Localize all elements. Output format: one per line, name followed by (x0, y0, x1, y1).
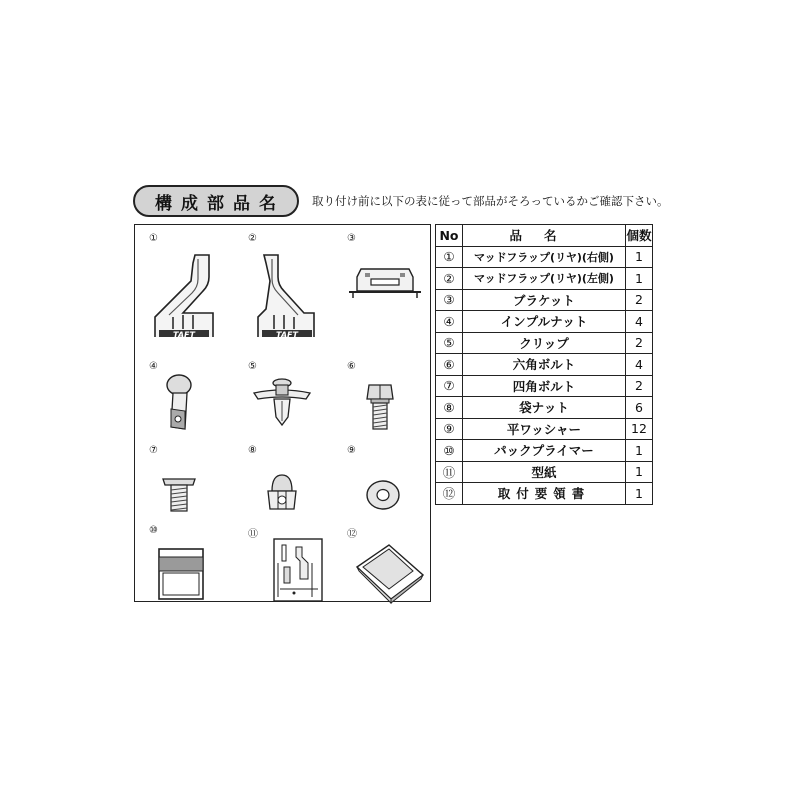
pack-primer-icon (135, 517, 233, 629)
table-row (436, 354, 653, 376)
part-cell-2 (234, 225, 332, 337)
row-name: クリップ (463, 332, 626, 354)
row-name: ブラケット (463, 289, 626, 311)
part-number: ⑫ (347, 529, 357, 540)
part-number: ① (149, 233, 158, 244)
row-qty: 1 (626, 440, 653, 462)
section-title (133, 185, 299, 217)
template-paper-icon (234, 517, 332, 629)
part-cell-12 (333, 517, 431, 629)
row-name: インプルナット (463, 311, 626, 333)
taft-logo-text: TAFT (276, 330, 298, 337)
instruction-manual-icon (333, 517, 431, 629)
row-name: 袋ナット (463, 397, 626, 419)
row-name: 四角ボルト (463, 375, 626, 397)
part-number: ⑦ (149, 445, 158, 456)
table-header-row (436, 225, 653, 247)
part-cell-1 (135, 225, 233, 337)
row-no: ⑤ (436, 332, 463, 354)
mud-flap-left-icon (234, 225, 332, 337)
mud-flap-right-icon (135, 225, 233, 337)
section-title-text: 構成部品名 (155, 193, 285, 214)
table-row (436, 483, 653, 505)
table-row (436, 268, 653, 290)
row-no: ④ (436, 311, 463, 333)
row-name: 六角ボルト (463, 354, 626, 376)
part-number: ⑨ (347, 445, 356, 456)
part-cell-10 (135, 517, 233, 629)
header-no: No (436, 225, 463, 247)
part-number: ⑥ (347, 361, 356, 372)
row-name: 平ワッシャー (463, 418, 626, 440)
header-name: 品名 (463, 225, 626, 247)
row-no: ③ (436, 289, 463, 311)
table-row (436, 332, 653, 354)
parts-list-table (435, 224, 653, 505)
row-no: ⑨ (436, 418, 463, 440)
row-qty: 1 (626, 246, 653, 268)
row-qty: 1 (626, 268, 653, 290)
part-number: ④ (149, 361, 158, 372)
header-qty: 個数 (626, 225, 653, 247)
table-row (436, 397, 653, 419)
parts-illustration-panel (134, 224, 431, 602)
part-number: ⑪ (248, 529, 258, 540)
row-qty: 6 (626, 397, 653, 419)
row-qty: 2 (626, 289, 653, 311)
part-cell-3 (333, 225, 431, 337)
instruction-text: 取り付け前に以下の表に従って部品がそろっているかご確認下さい。 (312, 194, 669, 208)
row-no: ⑦ (436, 375, 463, 397)
row-no: ② (436, 268, 463, 290)
row-no: ⑥ (436, 354, 463, 376)
part-cell-11 (234, 517, 332, 629)
row-name: パックプライマー (463, 440, 626, 462)
part-number: ⑤ (248, 361, 257, 372)
table-row (436, 440, 653, 462)
part-number: ⑧ (248, 445, 257, 456)
row-qty: 12 (626, 418, 653, 440)
row-no: ⑫ (436, 483, 463, 505)
row-qty: 1 (626, 461, 653, 483)
row-name: 取付要領書 (463, 483, 626, 505)
row-no: ⑪ (436, 461, 463, 483)
row-no: ⑧ (436, 397, 463, 419)
row-no: ⑩ (436, 440, 463, 462)
row-name: マッドフラップ(リヤ)(左側) (463, 268, 626, 290)
row-name: マッドフラップ(リヤ)(右側) (463, 246, 626, 268)
table-row (436, 418, 653, 440)
row-qty: 1 (626, 483, 653, 505)
row-qty: 4 (626, 311, 653, 333)
table-row (436, 311, 653, 333)
row-qty: 2 (626, 332, 653, 354)
row-no: ① (436, 246, 463, 268)
part-number: ③ (347, 233, 356, 244)
table-row (436, 289, 653, 311)
bracket-icon (333, 225, 431, 337)
table-row (436, 246, 653, 268)
table-row (436, 461, 653, 483)
row-name: 型紙 (463, 461, 626, 483)
row-qty: 4 (626, 354, 653, 376)
row-qty: 2 (626, 375, 653, 397)
taft-logo-text: TAFT (173, 330, 195, 337)
part-number: ⑩ (149, 525, 158, 536)
part-number: ② (248, 233, 257, 244)
table-row (436, 375, 653, 397)
